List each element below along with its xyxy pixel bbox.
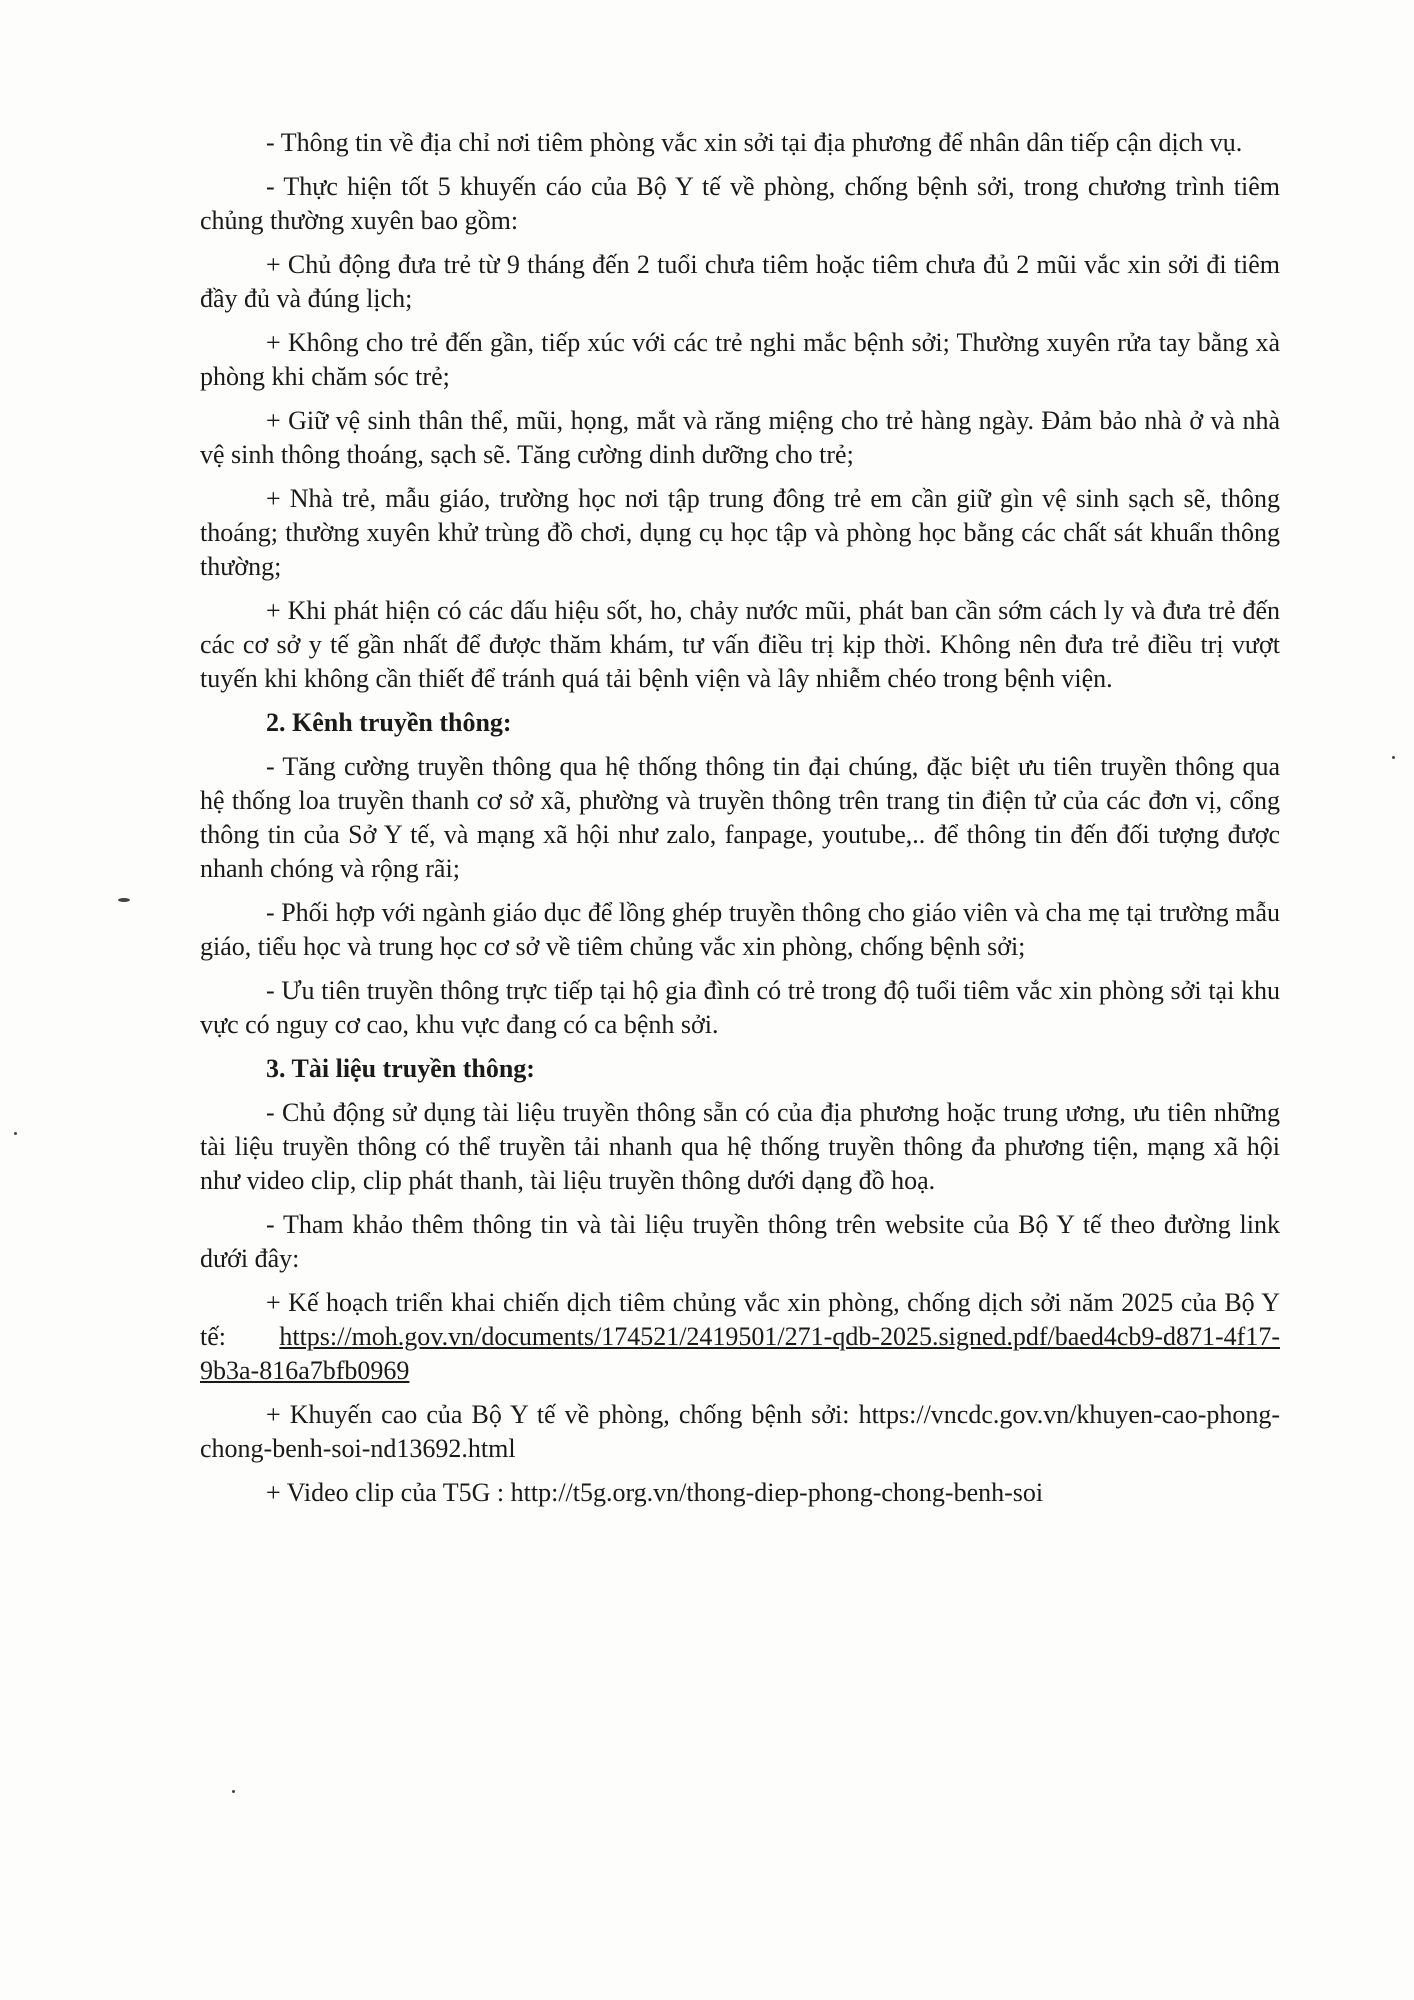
link-item-moh-plan	[200, 1286, 1280, 1388]
paragraph-reference-website: - Tham khảo thêm thông tin và tài liệu truyền thông trên website của Bộ Y tế theo đường link dưới đây:	[200, 1210, 1280, 1273]
paragraph-education-coordination: - Phối hợp với ngành giáo dục để lồng ghép truyền thông cho giáo viên và cha mẹ tại trường mẫu giáo, tiểu học và trung học cơ sở về tiêm chủng vắc xin phòng, chống bệnh sởi;	[200, 898, 1280, 961]
paragraph-vaccination-address: - Thông tin về địa chỉ nơi tiêm phòng vắc xin sởi tại địa phương để nhân dân tiếp cận dịch vụ.	[266, 128, 1243, 157]
vncdc-link[interactable]: https://vncdc.gov.vn/khuyen-cao-phong-chong-benh-soi-nd13692.html	[200, 1400, 1281, 1463]
scan-speck	[1392, 756, 1395, 759]
paragraph-household-priority: - Ưu tiên truyền thông trực tiếp tại hộ gia đình có trẻ trong độ tuổi tiêm vắc xin phòng sởi tại khu vực có nguy cơ cao, khu vực đang có ca bệnh sởi.	[200, 976, 1280, 1039]
recommendation-item-5: + Khi phát hiện có các dấu hiệu sốt, ho, chảy nước mũi, phát ban cần sớm cách ly và đưa trẻ đến các cơ sở y tế gần nhất để được thăm khám, tư vấn điều trị kịp thời. Không nên đưa trẻ điều trị vượt tuyến khi không cần thiết để tránh quá tải bệnh viện và lây nhiễm chéo trong bệnh viện.	[200, 596, 1280, 693]
link-item-moh-plan-label: + Kế hoạch triển khai chiến dịch tiêm chủng vắc xin phòng, chống dịch sởi năm 2025 của Bộ Y tế:	[200, 1288, 1280, 1351]
paragraph-use-materials: - Chủ động sử dụng tài liệu truyền thông sẵn có của địa phương hoặc trung ương, ưu tiên những tài liệu truyền thông có thể truyền tải nhanh qua hệ thống truyền thông đa phương tiện, mạng xã hội như video clip, clip phát thanh, tài liệu truyền thông dưới dạng đồ hoạ.	[200, 1098, 1280, 1195]
scan-speck	[118, 898, 130, 902]
recommendation-item-4: + Nhà trẻ, mẫu giáo, trường học nơi tập trung đông trẻ em cần giữ gìn vệ sinh sạch sẽ, thông thoáng; thường xuyên khử trùng đồ chơi, dụng cụ học tập và phòng học bằng các chất sát khuẩn thông thường;	[200, 484, 1280, 581]
moh-plan-link[interactable]: https://moh.gov.vn/documents/174521/2419501/271-qdb-2025.signed.pdf/baed4cb9-d871-4f17-9b3a-816a7bfb0969	[200, 1322, 1280, 1385]
document-page	[200, 126, 1280, 1520]
paragraph-five-recommendations: - Thực hiện tốt 5 khuyến cáo của Bộ Y tế về phòng, chống bệnh sởi, trong chương trình tiêm chủng thường xuyên bao gồm:	[200, 172, 1280, 235]
scan-speck	[232, 1790, 235, 1793]
recommendation-item-3: + Giữ vệ sinh thân thể, mũi, họng, mắt và răng miệng cho trẻ hàng ngày. Đảm bảo nhà ở và nhà vệ sinh thông thoáng, sạch sẽ. Tăng cường dinh dưỡng cho trẻ;	[200, 406, 1280, 469]
recommendation-item-1: + Chủ động đưa trẻ từ 9 tháng đến 2 tuổi chưa tiêm hoặc tiêm chưa đủ 2 mũi vắc xin sởi đi tiêm đầy đủ và đúng lịch;	[200, 250, 1280, 313]
link-item-vncdc-label: + Khuyến cao của Bộ Y tế về phòng, chống bệnh sởi:	[266, 1400, 850, 1429]
link-item-t5g-video: + Video clip của T5G : http://t5g.org.vn/thong-diep-phong-chong-benh-soi	[266, 1478, 1044, 1507]
section-heading-communication-channels: 2. Kênh truyền thông:	[266, 708, 512, 737]
scan-speck	[14, 1132, 17, 1135]
paragraph-mass-media: - Tăng cường truyền thông qua hệ thống thông tin đại chúng, đặc biệt ưu tiên truyền thông qua hệ thống loa truyền thanh cơ sở xã, phường và truyền thông trên trang tin điện tử của các đơn vị, cổng thông tin của Sở Y tế, và mạng xã hội như zalo, fanpage, youtube,.. để thông tin đến đối tượng được nhanh chóng và rộng rãi;	[200, 752, 1280, 883]
link-item-vncdc	[200, 1398, 1280, 1466]
recommendation-item-2: + Không cho trẻ đến gần, tiếp xúc với các trẻ nghi mắc bệnh sởi; Thường xuyên rửa tay bằng xà phòng khi chăm sóc trẻ;	[200, 328, 1280, 391]
section-heading-communication-materials: 3. Tài liệu truyền thông:	[266, 1054, 535, 1083]
